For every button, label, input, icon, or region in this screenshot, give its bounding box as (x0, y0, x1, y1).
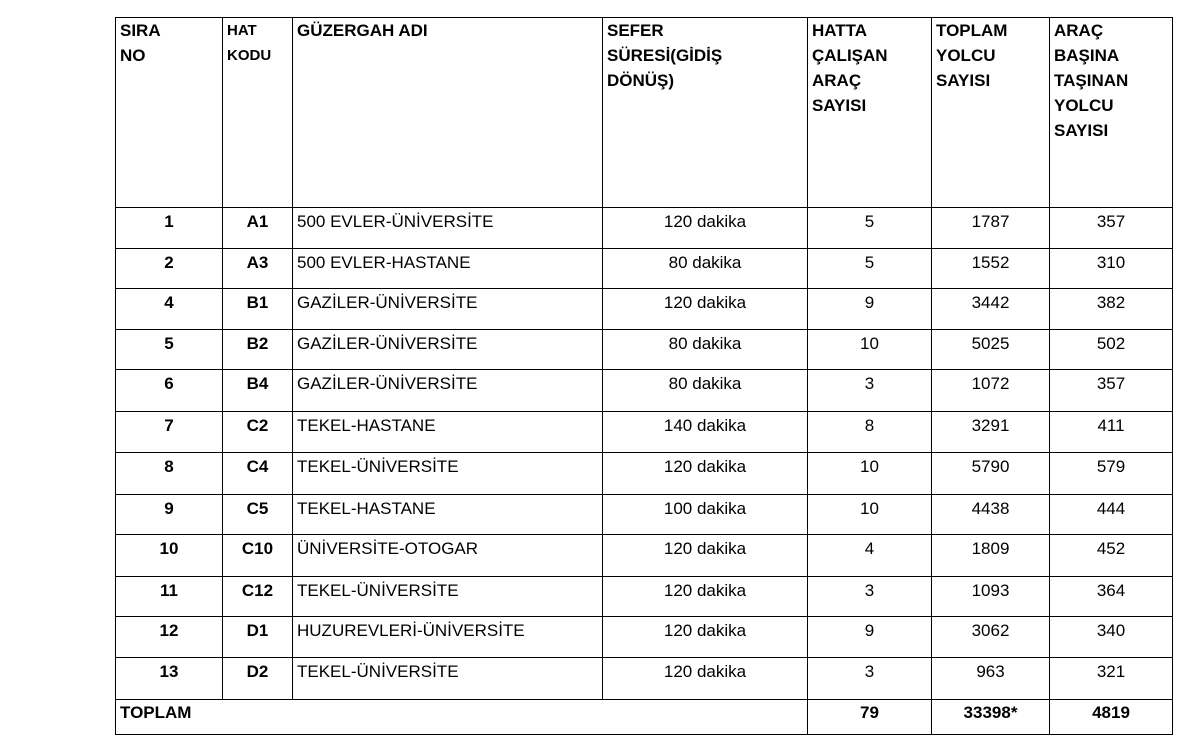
header-row (116, 18, 1173, 208)
cell-guzergah: 500 EVLER-ÜNİVERSİTE (293, 208, 603, 249)
cell-sefer-suresi: 80 dakika (603, 249, 808, 289)
cell-toplam-yolcu: 5790 (932, 453, 1050, 495)
cell-hat-kodu: D1 (223, 617, 293, 658)
header-line: YOLCU (936, 46, 996, 65)
cell-hat-kodu: B2 (223, 330, 293, 370)
cell-sefer-suresi: 140 dakika (603, 412, 808, 453)
header-line: TOPLAM (936, 21, 1008, 40)
cell-guzergah: TEKEL-ÜNİVERSİTE (293, 453, 603, 495)
cell-arac-sayisi: 5 (808, 249, 932, 289)
header-sefer-suresi (603, 18, 808, 208)
header-line: YOLCU (1054, 96, 1114, 115)
total-label: TOPLAM (116, 700, 808, 735)
cell-arac-sayisi: 3 (808, 577, 932, 617)
cell-arac-sayisi: 10 (808, 453, 932, 495)
cell-sefer-suresi: 120 dakika (603, 453, 808, 495)
header-line: BAŞINA (1054, 46, 1120, 65)
table-row (116, 577, 1173, 617)
cell-toplam-yolcu: 1787 (932, 208, 1050, 249)
cell-arac-basina: 502 (1050, 330, 1173, 370)
table-row (116, 289, 1173, 330)
header-line: DÖNÜŞ) (607, 71, 675, 90)
total-yolcu: 33398* (932, 700, 1050, 735)
cell-toplam-yolcu: 1809 (932, 535, 1050, 577)
cell-toplam-yolcu: 3291 (932, 412, 1050, 453)
cell-arac-sayisi: 9 (808, 289, 932, 330)
cell-sira-no: 8 (116, 453, 223, 495)
cell-sira-no: 9 (116, 495, 223, 535)
cell-hat-kodu: B1 (223, 289, 293, 330)
cell-arac-basina: 382 (1050, 289, 1173, 330)
cell-arac-basina: 357 (1050, 208, 1173, 249)
cell-hat-kodu: C2 (223, 412, 293, 453)
cell-hat-kodu: C4 (223, 453, 293, 495)
cell-arac-basina: 444 (1050, 495, 1173, 535)
table-row (116, 330, 1173, 370)
cell-toplam-yolcu: 1093 (932, 577, 1050, 617)
cell-hat-kodu: B4 (223, 370, 293, 412)
cell-sefer-suresi: 120 dakika (603, 535, 808, 577)
cell-guzergah: TEKEL-HASTANE (293, 495, 603, 535)
cell-arac-basina: 321 (1050, 658, 1173, 700)
cell-sefer-suresi: 120 dakika (603, 658, 808, 700)
cell-sefer-suresi: 120 dakika (603, 208, 808, 249)
table-row (116, 535, 1173, 577)
cell-sefer-suresi: 120 dakika (603, 289, 808, 330)
cell-toplam-yolcu: 3442 (932, 289, 1050, 330)
cell-arac-sayisi: 10 (808, 495, 932, 535)
cell-arac-basina: 310 (1050, 249, 1173, 289)
header-arac-sayisi (808, 18, 932, 208)
cell-arac-sayisi: 9 (808, 617, 932, 658)
header-line: ARAÇ (812, 71, 862, 90)
cell-arac-basina: 452 (1050, 535, 1173, 577)
cell-sira-no: 2 (116, 249, 223, 289)
cell-arac-basina: 357 (1050, 370, 1173, 412)
header-line: KODU (227, 47, 272, 64)
header-line: GÜZERGAH ADI (297, 21, 428, 40)
cell-guzergah: 500 EVLER-HASTANE (293, 249, 603, 289)
cell-arac-basina: 579 (1050, 453, 1173, 495)
cell-sefer-suresi: 80 dakika (603, 330, 808, 370)
cell-arac-sayisi: 4 (808, 535, 932, 577)
header-line: ÇALIŞAN (812, 46, 888, 65)
cell-sira-no: 6 (116, 370, 223, 412)
table-row (116, 658, 1173, 700)
table-row (116, 617, 1173, 658)
header-line: SEFER (607, 21, 664, 40)
cell-arac-basina: 364 (1050, 577, 1173, 617)
header-sira-no (116, 18, 223, 208)
cell-guzergah: GAZİLER-ÜNİVERSİTE (293, 370, 603, 412)
cell-toplam-yolcu: 4438 (932, 495, 1050, 535)
cell-sira-no: 4 (116, 289, 223, 330)
cell-toplam-yolcu: 1072 (932, 370, 1050, 412)
cell-sefer-suresi: 80 dakika (603, 370, 808, 412)
header-line: SAYISI (936, 71, 991, 90)
header-line: SAYISI (1054, 121, 1109, 140)
cell-guzergah: HUZUREVLERİ-ÜNİVERSİTE (293, 617, 603, 658)
cell-sira-no: 10 (116, 535, 223, 577)
cell-arac-basina: 411 (1050, 412, 1173, 453)
cell-sira-no: 13 (116, 658, 223, 700)
cell-toplam-yolcu: 963 (932, 658, 1050, 700)
total-basina: 4819 (1050, 700, 1173, 735)
table-row (116, 453, 1173, 495)
cell-toplam-yolcu: 1552 (932, 249, 1050, 289)
cell-arac-sayisi: 10 (808, 330, 932, 370)
cell-hat-kodu: A3 (223, 249, 293, 289)
cell-toplam-yolcu: 3062 (932, 617, 1050, 658)
table-row (116, 249, 1173, 289)
header-line: NO (120, 46, 146, 65)
cell-guzergah: TEKEL-ÜNİVERSİTE (293, 577, 603, 617)
cell-toplam-yolcu: 5025 (932, 330, 1050, 370)
cell-arac-sayisi: 3 (808, 370, 932, 412)
header-line: SAYISI (812, 96, 867, 115)
cell-arac-sayisi: 5 (808, 208, 932, 249)
cell-guzergah: TEKEL-HASTANE (293, 412, 603, 453)
cell-sefer-suresi: 120 dakika (603, 617, 808, 658)
cell-sira-no: 12 (116, 617, 223, 658)
cell-guzergah: TEKEL-ÜNİVERSİTE (293, 658, 603, 700)
header-guzergah-adi (293, 18, 603, 208)
cell-sira-no: 1 (116, 208, 223, 249)
cell-hat-kodu: C10 (223, 535, 293, 577)
cell-guzergah: GAZİLER-ÜNİVERSİTE (293, 330, 603, 370)
cell-hat-kodu: D2 (223, 658, 293, 700)
header-line: HAT (227, 22, 257, 39)
table-row (116, 370, 1173, 412)
cell-sira-no: 5 (116, 330, 223, 370)
cell-arac-sayisi: 3 (808, 658, 932, 700)
header-line: SIRA (120, 21, 161, 40)
cell-guzergah: ÜNİVERSİTE-OTOGAR (293, 535, 603, 577)
header-arac-basina-yolcu (1050, 18, 1173, 208)
table-row (116, 412, 1173, 453)
cell-arac-basina: 340 (1050, 617, 1173, 658)
total-arac: 79 (808, 700, 932, 735)
header-line: TAŞINAN (1054, 71, 1129, 90)
table-row (116, 495, 1173, 535)
cell-sira-no: 7 (116, 412, 223, 453)
table-row (116, 208, 1173, 249)
total-row (116, 700, 1173, 735)
cell-sefer-suresi: 100 dakika (603, 495, 808, 535)
header-line: SÜRESİ(GİDİŞ (607, 46, 723, 65)
cell-hat-kodu: C5 (223, 495, 293, 535)
cell-guzergah: GAZİLER-ÜNİVERSİTE (293, 289, 603, 330)
cell-arac-sayisi: 8 (808, 412, 932, 453)
cell-hat-kodu: A1 (223, 208, 293, 249)
header-toplam-yolcu (932, 18, 1050, 208)
header-hat-kodu (223, 18, 293, 208)
header-line: HATTA (812, 21, 868, 40)
cell-sefer-suresi: 120 dakika (603, 577, 808, 617)
header-line: ARAÇ (1054, 21, 1104, 40)
cell-hat-kodu: C12 (223, 577, 293, 617)
bus-line-table (115, 17, 1173, 735)
cell-sira-no: 11 (116, 577, 223, 617)
